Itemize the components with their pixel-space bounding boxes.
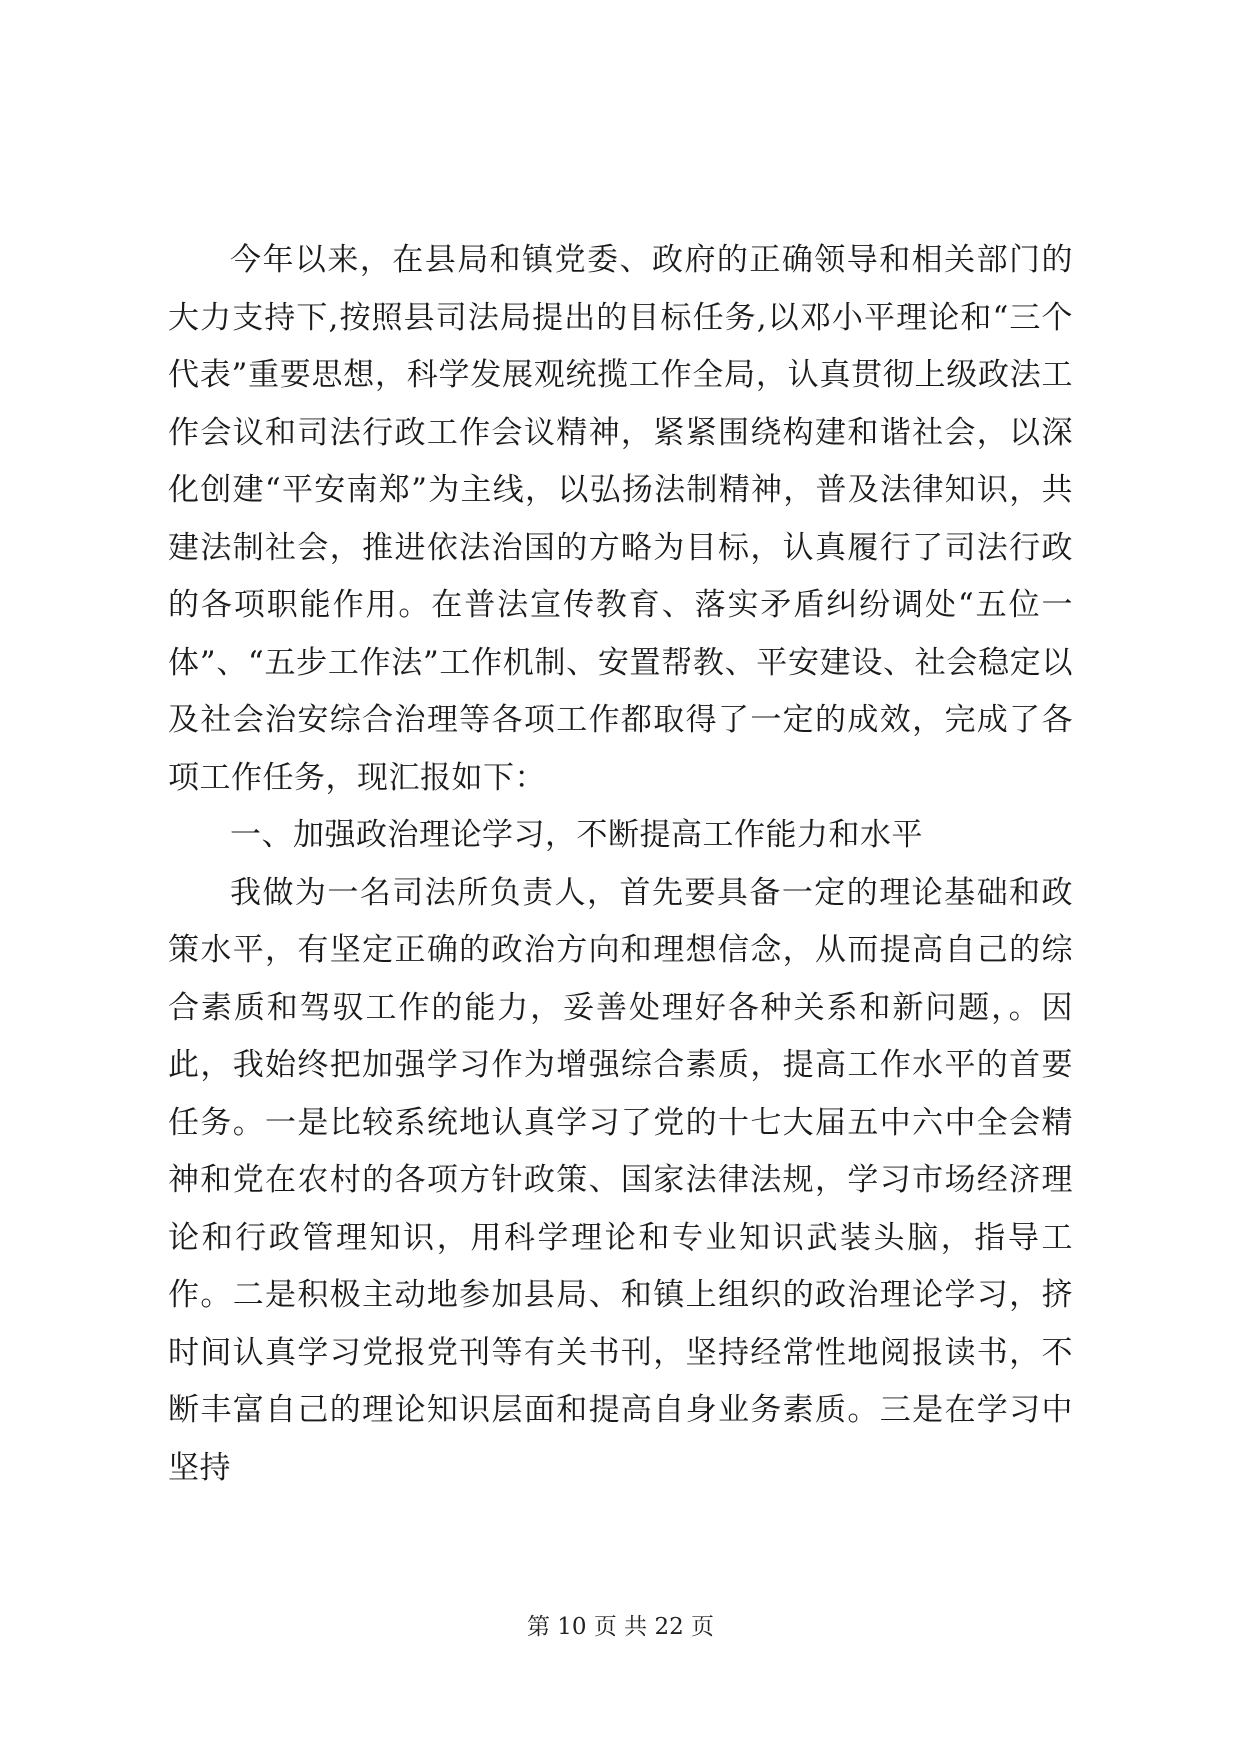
- paragraph-intro: 今年以来，在县局和镇党委、政府的正确领导和相关部门的大力支持下,按照县司法局提出的目标任务,以邓小平理论和“三个代表”重要思想，科学发展观统揽工作全局，认真贯彻上级政法工作会议和司法行政工作会议精神，紧紧围绕构建和谐社会，以深化创建“平安南郑”为主线，以弘扬法制精神，普及法律知识，共建法制社会，推进依法治国的方略为目标，认真履行了司法行政的各项职能作用。在普法宣传教育、落实矛盾纠纷调处“五位一体”、“五步工作法”工作机制、安置帮教、平安建设、社会稳定以及社会治安综合治理等各项工作都取得了一定的成效，完成了各项工作任务，现汇报如下：: [168, 242, 1073, 796]
- paragraph-section-1: 我做为一名司法所负责人，首先要具备一定的理论基础和政策水平，有坚定正确的政治方向和理想信念，从而提高自己的综合素质和驾驭工作的能力，妥善处理好各种关系和新问题，。因此，我始终把加强学习作为增强综合素质，提高工作水平的首要任务。一是比较系统地认真学习了党的十七大届五中六中全会精神和党在农村的各项方针政策、国家法律法规，学习市场经济理论和行政管理知识，用科学理论和专业知识武装头脑，指导工作。二是积极主动地参加县局、和镇上组织的政治理论学习，挤时间认真学习党报党刊等有关书刊，坚持经常性地阅报读书，不断丰富自己的理论知识层面和提高自身业务素质。三是在学习中坚持: [168, 874, 1073, 1486]
- section-heading-1: 一、加强政治理论学习，不断提高工作能力和水平: [230, 817, 923, 853]
- page-number-footer: 第 10 页 共 22 页: [526, 1614, 715, 1640]
- document-body: [168, 232, 1073, 1497]
